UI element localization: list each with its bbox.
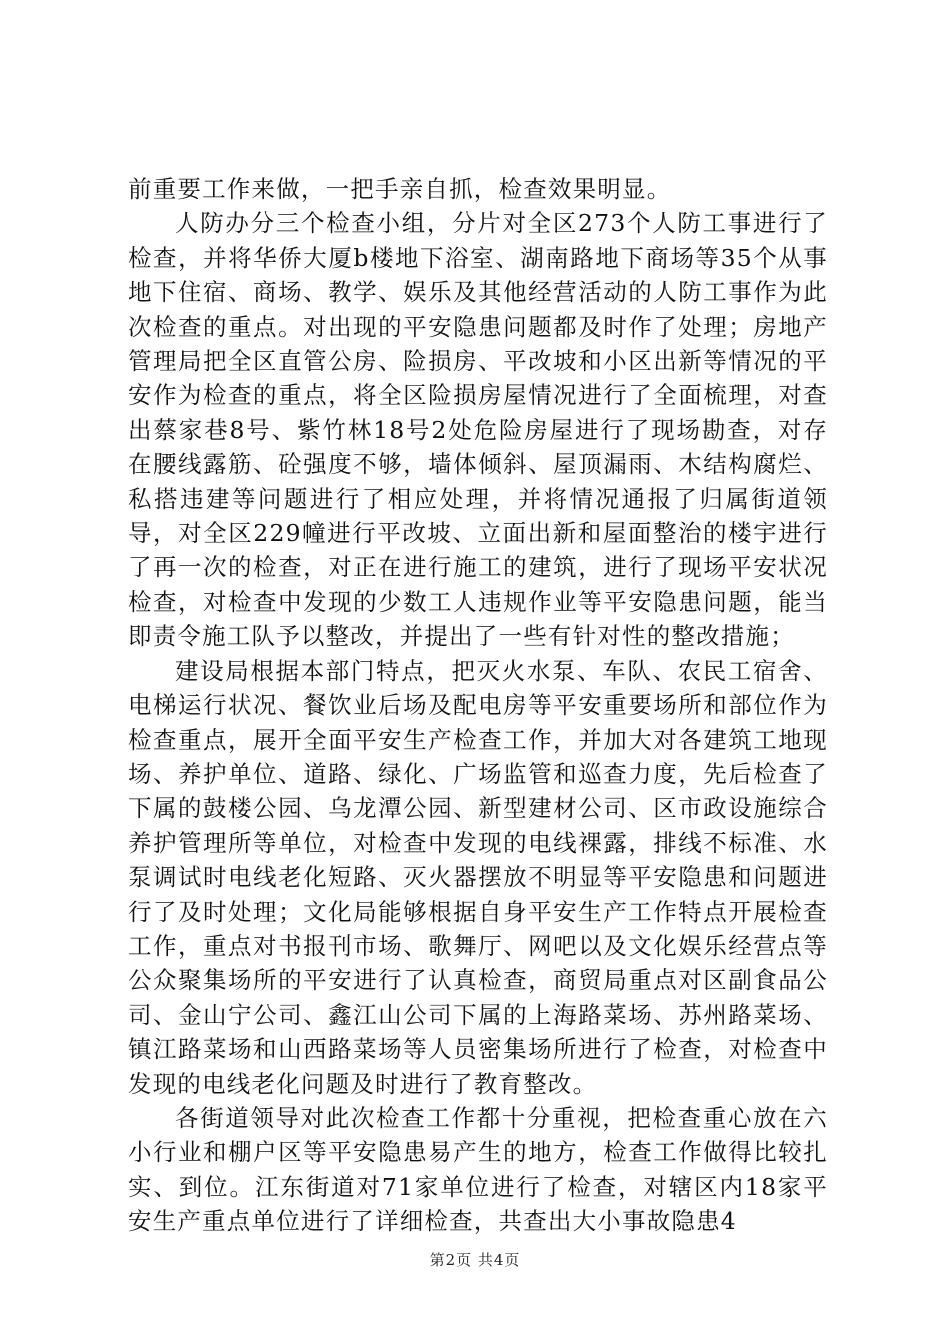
paragraph-1: 前重要工作来做，一把手亲自抓，检查效果明显。 [128, 175, 672, 203]
page-footer: 第2页 共4页 [429, 1251, 521, 1269]
paragraph-4: 各街道领导对此次检查工作都十分重视，把检查重心放在六小行业和棚户区等平安隐患易产生的地方，检查工作做得比较扎实、到位。江东街道对71家单位进行了检查，对辖区内18家平安生产重点单位进行了详细检查，共查出大小事故隐患4 [128, 1103, 828, 1236]
paragraph-3: 建设局根据本部门特点，把灭火水泵、车队、农民工宿舍、电梯运行状况、餐饮业后场及配电房等平安重要场所和部位作为检查重点，展开全面平安生产检查工作，并加大对各建筑工地现场、养护单位、道路、绿化、广场监管和巡查力度，先后检查了下属的鼓楼公园、乌龙潭公园、新型建材公司、区市政设施综合养护管理所等单位，对检查中发现的电线裸露，排线不标准、水泵调试时电线老化短路、灭火器摆放不明显等平安隐患和问题进行了及时处理；文化局能够根据自身平安生产工作特点开展检查工作，重点对书报刊市场、歌舞厅、网吧以及文化娱乐经营点等公众聚集场所的平安进行了认真检查，商贸局重点对区副食品公司、金山宁公司、鑫江山公司下属的上海路菜场、苏州路菜场、镇江路菜场和山西路菜场等人员密集场所进行了检查，对检查中发现的电线老化问题及时进行了教育整改。 [128, 656, 828, 1098]
body-text [128, 172, 828, 1239]
paragraph-2: 人防办分三个检查小组，分片对全区273个人防工事进行了检查，并将华侨大厦b楼地下浴室、湖南路地下商场等35个从事地下住宿、商场、教学、娱乐及其他经营活动的人防工事作为此次检查的重点。对出现的平安隐患问题都及时作了处理；房地产管理局把全区直管公房、险损房、平改坡和小区出新等情况的平安作为检查的重点，将全区险损房屋情况进行了全面梳理，对查出蔡家巷8号、紫竹林18号2处危险房屋进行了现场勘查，对存在腰线露筋、砼强度不够，墙体倾斜、屋顶漏雨、木结构腐烂、私搭违建等问题进行了相应处理，并将情况通报了归属街道领导，对全区229幢进行平改坡、立面出新和屋面整治的楼宇进行了再一次的检查，对正在进行施工的建筑，进行了现场平安状况检查，对检查中发现的少数工人违规作业等平安隐患问题，能当即责令施工队予以整改，并提出了一些有针对性的整改措施； [128, 209, 828, 651]
